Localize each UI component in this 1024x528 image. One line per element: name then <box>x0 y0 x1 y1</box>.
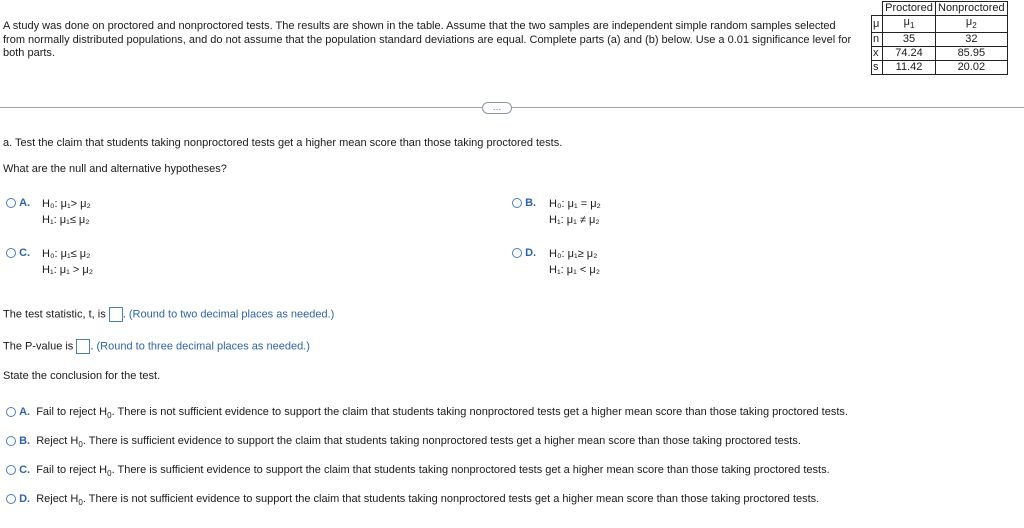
conclusion-option-a[interactable]: A. Fail to reject $H_0$. There is not sufficient evidence to support the claim that students taking nonproctored tests get a higher mean score than those taking proctored tests. <box>6 405 848 423</box>
xbar-nonproctored: 85.95 <box>936 47 1008 61</box>
mu2-symbol: μ <box>965 16 973 28</box>
option-d-hypotheses <box>549 246 600 278</box>
hypotheses-question: What are the null and alternative hypotheses? <box>3 163 227 175</box>
row-label-n: n <box>872 33 883 47</box>
option-b-letter: B. <box>525 197 537 209</box>
xbar-proctored: 74.24 <box>883 47 936 61</box>
test-statistic-line: The test statistic, t, is . (Round to two decimal places as needed.) <box>3 308 335 321</box>
row-label-xbar: $\overline{x}$ <box>872 47 883 61</box>
conclusion-c-radio[interactable] <box>6 465 16 475</box>
option-d-radio[interactable] <box>512 248 522 258</box>
n-nonproctored: 32 <box>936 33 1008 47</box>
option-c-letter: C. <box>19 247 31 259</box>
option-c-h0: H₀: μ₁≤ μ₂ <box>42 248 91 260</box>
option-c-hypotheses <box>42 246 93 278</box>
option-a-h1: H₁: μ₁≤ μ₂ <box>42 214 90 226</box>
test-statistic-input[interactable] <box>109 307 123 322</box>
conclusion-option-c[interactable]: C. Fail to reject $H_0$. There is sufficient evidence to support the claim that students taking nonproctored tests get a higher mean score than those taking proctored tests. <box>6 463 830 481</box>
part-a-title: a. Test the claim that students taking nonproctored tests get a higher mean score than those taking proctored tests. <box>3 137 563 149</box>
option-c[interactable] <box>6 247 30 259</box>
conclusion-d-radio[interactable] <box>6 494 16 504</box>
option-d-h0: H₀: μ₁≥ μ₂ <box>549 248 598 260</box>
mu1-symbol: μ <box>903 16 910 28</box>
problem-statement: A study was done on proctored and nonproctored tests. The results are shown in the table. Assume that the two samples are independent simple random samples selected from normally distributed populations, and do not assume that the population standard deviations are equal. Complete parts (a) and (b) below. Use a 0.01 significance level for both parts. <box>3 20 852 59</box>
option-a-radio[interactable] <box>6 198 16 208</box>
conclusion-b-radio[interactable] <box>6 436 16 446</box>
option-d-letter: D. <box>525 247 537 259</box>
option-d[interactable] <box>512 247 536 259</box>
header-proctored: Proctored <box>883 2 936 16</box>
s-nonproctored: 20.02 <box>936 61 1008 75</box>
row-label-mu: μ <box>872 16 883 33</box>
conclusion-option-b[interactable]: B. Reject $H_0$. There is sufficient evidence to support the claim that students taking nonproctored tests get a higher mean score than those taking proctored tests. <box>6 434 801 452</box>
option-b-h1: H₁: μ₁ ≠ μ₂ <box>549 214 600 226</box>
header-nonproctored: Nonproctored <box>936 2 1008 16</box>
option-b-radio[interactable] <box>512 198 522 208</box>
p-value-input[interactable] <box>76 339 90 354</box>
row-label-s: s <box>872 61 883 75</box>
option-a-h0: H₀: μ₁> μ₂ <box>42 198 91 210</box>
p-value-hint: (Round to three decimal places as needed.) <box>96 340 310 353</box>
option-a[interactable] <box>6 197 30 209</box>
option-c-h1: H₁: μ₁ > μ₂ <box>42 264 93 276</box>
data-table: Proctored Nonproctored μ $\mu_1$ $\mu_2$ n 35 32 $\overline{x}$ 74.24 85.95 s 11.42 20.02 <box>871 1 1008 75</box>
n-proctored: 35 <box>883 33 936 47</box>
option-b-h0: H₀: μ₁ = μ₂ <box>549 198 601 210</box>
conclusion-prompt: State the conclusion for the test. <box>3 370 161 382</box>
option-b[interactable] <box>512 197 536 209</box>
section-divider <box>0 107 1024 108</box>
conclusion-option-d[interactable]: D. Reject $H_0$. There is not sufficient evidence to support the claim that students taking nonproctored tests get a higher mean score than those taking proctored tests. <box>6 492 819 510</box>
option-d-h1: H₁: μ₁ < μ₂ <box>549 264 600 276</box>
option-a-letter: A. <box>19 197 31 209</box>
s-proctored: 11.42 <box>883 61 936 75</box>
option-a-hypotheses <box>42 196 91 228</box>
option-c-radio[interactable] <box>6 248 16 258</box>
conclusion-a-radio[interactable] <box>6 407 16 417</box>
test-statistic-hint: (Round to two decimal places as needed.) <box>128 308 335 321</box>
expand-more-button[interactable]: … <box>482 102 512 114</box>
p-value-line: The P-value is . (Round to three decimal places as needed.) <box>3 340 310 353</box>
option-b-hypotheses <box>549 196 601 228</box>
